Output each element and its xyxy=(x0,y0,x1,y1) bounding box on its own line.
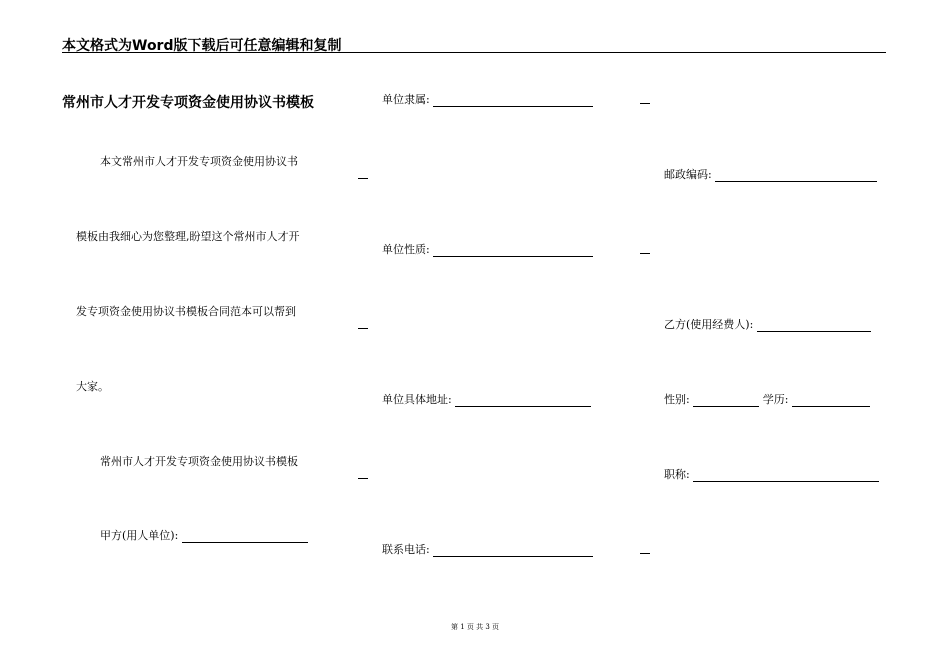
education-field[interactable] xyxy=(792,394,870,407)
education-label: 学历: xyxy=(762,393,789,406)
intro-line-3: 发专项资金使用协议书模板合同范本可以帮到 xyxy=(76,305,296,318)
contact-phone-label: 联系电话: xyxy=(382,543,430,556)
dash-mark xyxy=(358,328,368,329)
contact-phone-field[interactable] xyxy=(433,544,593,557)
unit-affiliation-field[interactable] xyxy=(433,94,593,107)
postal-code-label: 邮政编码: xyxy=(664,168,712,181)
unit-affiliation-row xyxy=(382,93,593,107)
unit-address-row xyxy=(382,393,591,407)
unit-nature-row xyxy=(382,243,593,257)
document-title: 常州市人才开发专项资金使用协议书模板 xyxy=(62,95,314,111)
intro-line-1: 本文常州市人才开发专项资金使用协议书 xyxy=(100,155,298,168)
unit-address-field[interactable] xyxy=(455,394,591,407)
intro-line-2: 模板由我细心为您整理,盼望这个常州市人才开 xyxy=(76,230,300,243)
dash-mark xyxy=(640,103,650,104)
gender-field[interactable] xyxy=(693,394,759,407)
repeat-title: 常州市人才开发专项资金使用协议书模板 xyxy=(100,455,298,468)
postal-code-field[interactable] xyxy=(715,169,877,182)
party-a-row xyxy=(100,529,308,543)
party-a-label: 甲方(用人单位): xyxy=(100,529,179,542)
title-row xyxy=(664,468,879,482)
party-a-field[interactable] xyxy=(182,530,308,543)
unit-nature-field[interactable] xyxy=(433,244,593,257)
gender-label: 性别: xyxy=(664,393,690,406)
party-b-row xyxy=(664,318,871,332)
unit-nature-label: 单位性质: xyxy=(382,243,430,256)
party-b-label: 乙方(使用经费人): xyxy=(664,318,754,331)
page-header xyxy=(62,34,886,53)
dash-mark xyxy=(640,553,650,554)
title-label: 职称: xyxy=(664,468,690,481)
party-b-field[interactable] xyxy=(757,319,871,332)
unit-address-label: 单位具体地址: xyxy=(382,393,452,406)
title-field[interactable] xyxy=(693,469,879,482)
page-footer: 第 1 页 共 3 页 xyxy=(450,623,500,631)
unit-affiliation-label: 单位隶属: xyxy=(382,93,430,106)
contact-phone-row xyxy=(382,543,593,557)
gender-education-row xyxy=(664,393,870,407)
header-text: 本文格式为Word版下载后可任意编辑和复制 xyxy=(62,38,342,54)
dash-mark xyxy=(358,478,368,479)
intro-line-4: 大家。 xyxy=(76,380,109,393)
dash-mark xyxy=(358,178,368,179)
dash-mark xyxy=(640,253,650,254)
postal-code-row xyxy=(664,168,877,182)
